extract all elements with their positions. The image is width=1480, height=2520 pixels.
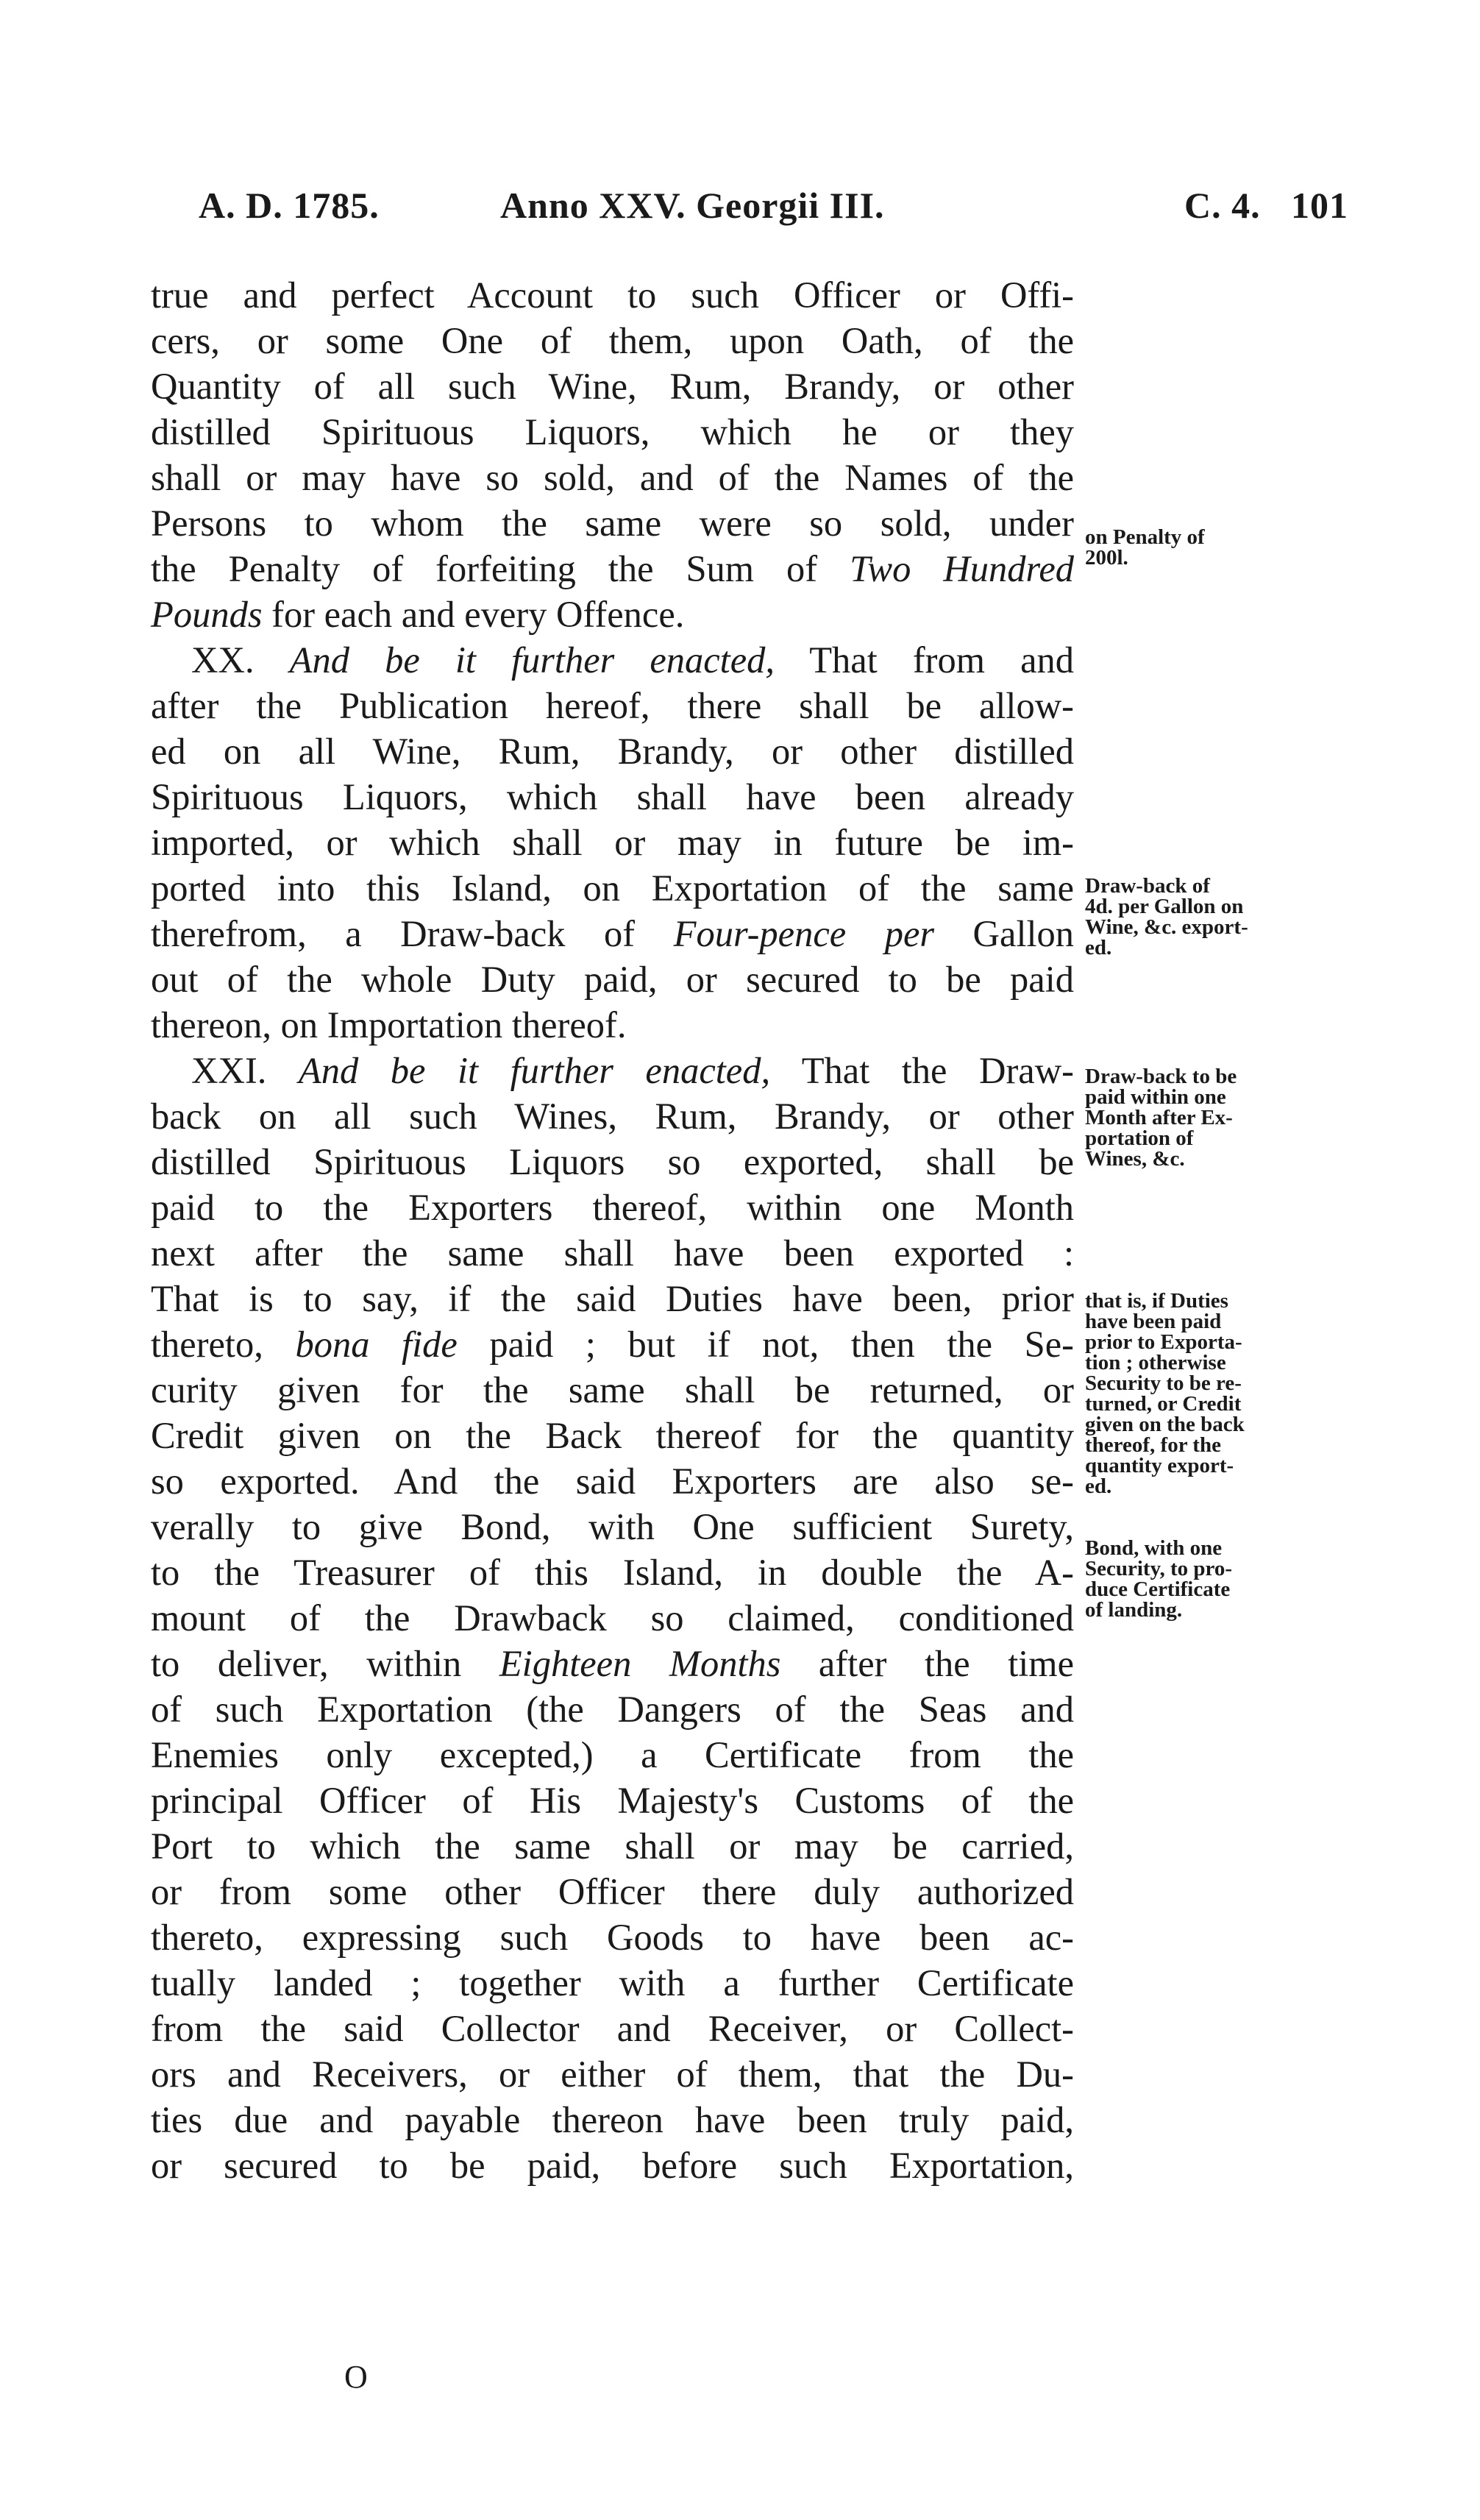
text-line-italic: Two Hundred xyxy=(850,548,1074,589)
text-line-content: ors and Receivers, or either of them, that the Du- xyxy=(151,2054,1074,2095)
text-line xyxy=(151,1595,1074,1641)
margin-note-line: Security to be re- xyxy=(1085,1371,1242,1395)
margin-note-line: Security, to pro- xyxy=(1085,1557,1233,1580)
text-line-content: or from some other Officer there duly authorized xyxy=(151,1871,1074,1912)
text-line xyxy=(151,272,1074,318)
margin-note-line: quantity export- xyxy=(1085,1454,1234,1477)
text-line xyxy=(151,865,1074,911)
text-line xyxy=(151,820,1074,865)
margin-note-line: tion ; otherwise xyxy=(1085,1351,1226,1374)
text-line-roman: thereto, xyxy=(151,1324,296,1365)
margin-note-line: Draw-back to be xyxy=(1085,1065,1237,1088)
text-line xyxy=(151,1002,1074,1048)
catchword: O xyxy=(344,2359,368,2395)
text-line xyxy=(151,1413,1074,1458)
margin-note-line: 4d. per Gallon on xyxy=(1085,895,1244,918)
text-line xyxy=(151,1778,1074,1823)
text-line-content: from the said Collector and Receiver, or Collect- xyxy=(151,2008,1074,2049)
text-line-content: Persons to whom the same were so sold, under xyxy=(151,503,1074,544)
text-line-content: Credit given on the Back thereof for the quantity xyxy=(151,1415,1074,1456)
text-line-content: distilled Spirituous Liquors so exported, shall be xyxy=(151,1141,1074,1182)
margin-note-drawback xyxy=(1085,876,1335,958)
text-line-roman: the Penalty of forfeiting the Sum of xyxy=(151,548,850,589)
text-line-roman: for each and every Offence. xyxy=(262,594,685,635)
margin-note-line: thereof, for the xyxy=(1085,1433,1221,1457)
text-line-italic: bona fide xyxy=(295,1324,458,1365)
margin-note-duties-paid xyxy=(1085,1291,1335,1497)
text-line xyxy=(151,1914,1074,1960)
margin-note-line: given on the back xyxy=(1085,1413,1245,1436)
margin-note-line: of landing. xyxy=(1085,1598,1183,1622)
text-line-content: paid to the Exporters thereof, within one Month xyxy=(151,1187,1074,1228)
text-line xyxy=(151,2051,1074,2097)
text-line-content: next after the same shall have been exported : xyxy=(151,1232,1074,1274)
text-line xyxy=(151,1823,1074,1869)
text-line xyxy=(151,1321,1074,1367)
text-line xyxy=(151,1185,1074,1230)
header-title: Anno XXV. Georgii III. xyxy=(500,185,885,226)
text-line-content: That is to say, if the said Duties have been, prior xyxy=(151,1278,1074,1319)
text-line xyxy=(151,2006,1074,2051)
text-line xyxy=(151,911,1074,956)
text-line xyxy=(151,546,1074,592)
text-line-content: imported, or which shall or may in future be im- xyxy=(151,822,1074,863)
text-line xyxy=(151,1276,1074,1321)
text-line xyxy=(151,363,1074,409)
running-header xyxy=(199,184,1348,235)
text-line-content: mount of the Drawback so claimed, conditioned xyxy=(151,1597,1074,1639)
margin-note-line: Wine, &c. export- xyxy=(1085,915,1248,939)
text-line xyxy=(151,1869,1074,1914)
text-line-content: out of the whole Duty paid, or secured to be paid xyxy=(151,959,1074,1000)
margin-note-line: have been paid xyxy=(1085,1310,1222,1333)
margin-note-line: Bond, with one xyxy=(1085,1536,1223,1560)
text-line xyxy=(151,774,1074,820)
text-line xyxy=(151,683,1074,728)
text-line xyxy=(151,1732,1074,1778)
margin-note-drawback-timing xyxy=(1085,1066,1335,1169)
text-line-roman: XXI. xyxy=(191,1050,299,1091)
text-line xyxy=(151,2097,1074,2143)
text-line xyxy=(151,592,1074,637)
text-line-content: after the Publication hereof, there shall be allow- xyxy=(151,685,1074,726)
header-chapter: C. 4. xyxy=(1184,185,1261,226)
header-date: A. D. 1785. xyxy=(199,185,380,226)
text-line-roman: XX. xyxy=(191,639,290,681)
text-line-roman: That the Draw- xyxy=(770,1050,1074,1091)
text-line-content: thereto, expressing such Goods to have been ac- xyxy=(151,1917,1074,1958)
text-line xyxy=(151,1458,1074,1504)
text-line-roman: therefrom, a Draw-back of xyxy=(151,913,674,954)
text-line-content: principal Officer of His Majesty's Customs of the xyxy=(151,1780,1074,1821)
text-line-italic: And be it further enacted, xyxy=(298,1050,771,1091)
text-line-content: ed on all Wine, Rum, Brandy, or other distilled xyxy=(151,731,1074,772)
margin-note-line: portation of xyxy=(1085,1126,1194,1150)
text-line-content: Spirituous Liquors, which shall have been already xyxy=(151,776,1074,817)
margin-note-line: that is, if Duties xyxy=(1085,1289,1228,1313)
text-line xyxy=(151,2143,1074,2188)
text-line-content: back on all such Wines, Rum, Brandy, or other xyxy=(151,1096,1074,1137)
text-line xyxy=(151,409,1074,455)
text-line xyxy=(151,1641,1074,1686)
text-line-content: curity given for the same shall be returned, or xyxy=(151,1369,1074,1410)
margin-note-bond xyxy=(1085,1538,1335,1620)
text-line xyxy=(151,455,1074,500)
text-line-content: or secured to be paid, before such Exportation, xyxy=(151,2145,1074,2186)
margin-note-line: turned, or Credit xyxy=(1085,1392,1242,1416)
text-line xyxy=(151,1504,1074,1550)
margin-note-penalty xyxy=(1085,527,1335,568)
text-line-content: to the Treasurer of this Island, in double the A- xyxy=(151,1552,1074,1593)
text-line-roman: paid ; but if not, then the Se- xyxy=(457,1324,1074,1365)
text-line-content: ported into this Island, on Exportation of the same xyxy=(151,867,1074,909)
text-line xyxy=(151,318,1074,363)
margin-note-line: Draw-back of xyxy=(1085,874,1210,898)
text-line-roman: That from and xyxy=(775,639,1074,681)
text-line-italic: Pounds xyxy=(151,594,263,635)
text-line-italic: And be it further enacted, xyxy=(289,639,775,681)
text-line-content: ties due and payable thereon have been truly paid, xyxy=(151,2099,1074,2140)
text-line xyxy=(151,1048,1074,1093)
text-line xyxy=(151,500,1074,546)
text-line xyxy=(151,1686,1074,1732)
text-line xyxy=(151,637,1074,683)
text-line xyxy=(151,956,1074,1002)
margin-note-line: on Penalty of xyxy=(1085,525,1205,549)
text-line-content: Port to which the same shall or may be carried, xyxy=(151,1825,1074,1867)
text-line xyxy=(151,1550,1074,1595)
text-line-content: so exported. And the said Exporters are also se- xyxy=(151,1460,1074,1502)
text-line-content: Enemies only excepted,) a Certificate from the xyxy=(151,1734,1074,1775)
margin-note-line: Month after Ex- xyxy=(1085,1106,1233,1129)
text-line xyxy=(151,1230,1074,1276)
text-line xyxy=(151,1960,1074,2006)
text-line-italic: Eighteen Months xyxy=(499,1643,781,1684)
margin-note-line: Wines, &c. xyxy=(1085,1147,1185,1171)
text-line xyxy=(151,728,1074,774)
text-line xyxy=(151,1367,1074,1413)
text-line-content: thereon, on Importation thereof. xyxy=(151,1004,627,1046)
text-line-content: tually landed ; together with a further Certificate xyxy=(151,1962,1074,2003)
main-text-column xyxy=(151,272,1074,2188)
margin-note-line: paid within one xyxy=(1085,1085,1226,1109)
text-line-roman: Gallon xyxy=(934,913,1075,954)
text-line xyxy=(151,1139,1074,1185)
text-line-italic: Four-pence per xyxy=(673,913,935,954)
margin-note-line: ed. xyxy=(1085,1474,1112,1498)
text-line-content: of such Exportation (the Dangers of the Seas and xyxy=(151,1689,1074,1730)
text-line-content: distilled Spirituous Liquors, which he or they xyxy=(151,411,1074,452)
margin-note-line: 200l. xyxy=(1085,546,1128,569)
text-line-content: true and perfect Account to such Officer or Offi- xyxy=(151,274,1074,316)
margin-note-line: ed. xyxy=(1085,936,1112,959)
text-line-roman: after the time xyxy=(780,1643,1074,1684)
text-line-content: cers, or some One of them, upon Oath, of the xyxy=(151,320,1074,361)
margin-note-line: prior to Exporta- xyxy=(1085,1330,1242,1354)
page-number: 101 xyxy=(1291,185,1348,226)
text-line-content: shall or may have so sold, and of the Names of the xyxy=(151,457,1074,498)
text-line xyxy=(151,1093,1074,1139)
margin-note-line: duce Certificate xyxy=(1085,1577,1231,1601)
text-line-content: Quantity of all such Wine, Rum, Brandy, or other xyxy=(151,366,1074,407)
text-line-roman: to deliver, within xyxy=(151,1643,499,1684)
text-line-content: verally to give Bond, with One sufficient Surety, xyxy=(151,1506,1074,1547)
